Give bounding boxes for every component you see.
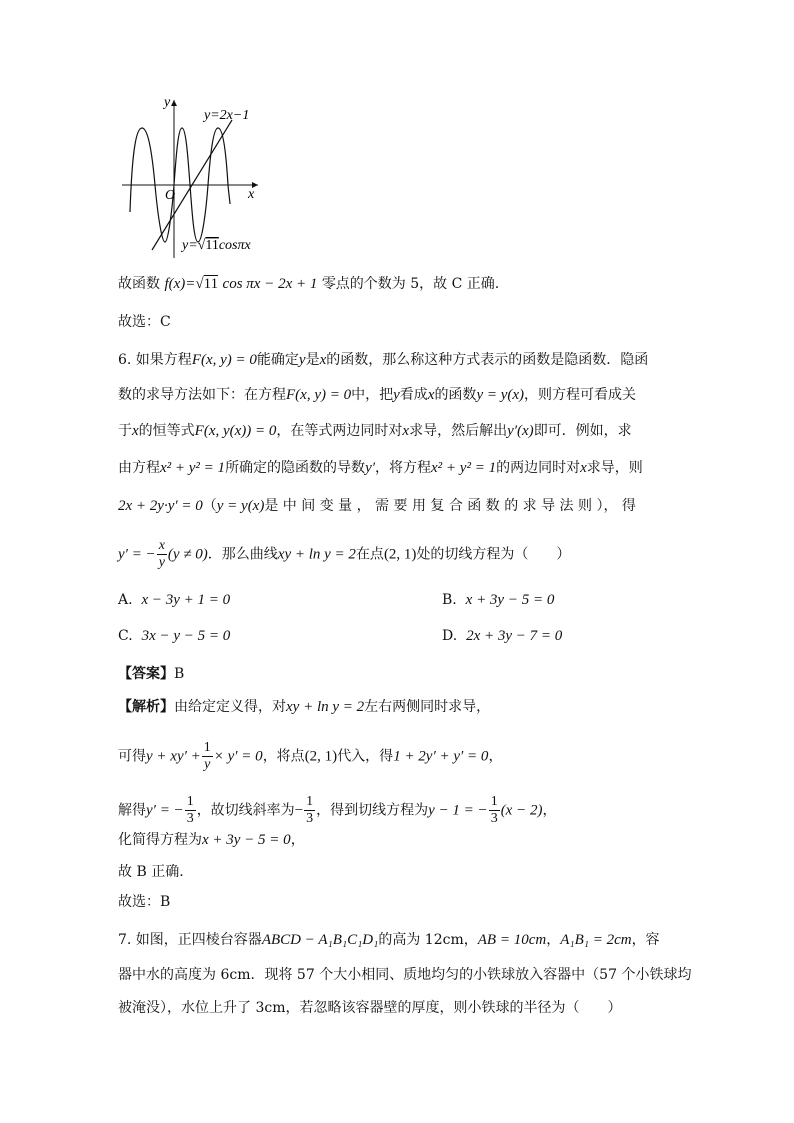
text: ，在等式两边同时对 — [276, 423, 403, 439]
q6-line-2 — [118, 385, 636, 405]
formula: x² + y² = 1 — [160, 460, 226, 476]
text: ， — [290, 832, 305, 848]
formula: y — [298, 352, 306, 368]
text: 的函数，那么称这种方式表示的函数是隐函数．隐函 — [326, 352, 649, 368]
fraction: $\frac{x}{y}$ — [158, 538, 165, 570]
text: 可得 — [118, 748, 146, 765]
text: 在点 — [355, 546, 384, 563]
text: 的两边同时对 — [496, 460, 581, 476]
text: 化简得方程为 — [118, 832, 202, 848]
text: 中，把 — [351, 387, 394, 403]
analysis-line-4 — [118, 830, 305, 850]
text: ．那么曲线 — [207, 546, 278, 563]
text: ， — [542, 802, 557, 819]
text: 由方程 — [118, 460, 160, 476]
text: 6. 如果方程 — [118, 352, 192, 368]
function-graph — [118, 92, 278, 262]
axis-y-label: y — [164, 95, 171, 110]
text: 求导，然后解出 — [409, 423, 508, 439]
text: ，容 — [631, 932, 660, 948]
formula: ABCD − A₁B₁C₁D₁ — [261, 932, 379, 948]
formula: y′ = − — [146, 802, 184, 819]
text: 求导，则 — [586, 460, 643, 476]
text: 能确定 — [256, 352, 299, 368]
text: ，则方程可看成关 — [524, 387, 637, 403]
q6-line-1 — [118, 350, 648, 370]
formula: x — [319, 352, 327, 368]
q6-line-4 — [118, 458, 643, 478]
formula: x — [402, 423, 410, 439]
line-label: y=2x−1 — [204, 108, 250, 123]
formula: (x − 2) — [500, 802, 543, 819]
q7-line-1 — [118, 930, 660, 950]
formula: y − 1 = − — [428, 802, 488, 819]
formula: y = y(x) — [476, 387, 525, 403]
q6-line-6 — [118, 538, 570, 571]
analysis-tag: 【解析】 — [118, 699, 174, 715]
answer-tag: 【答案】 — [118, 666, 174, 682]
formula: x + 3y − 5 = 0 — [202, 832, 291, 848]
formula: xy + ln y = 2 — [286, 699, 365, 715]
fraction: $\frac{1}{3}$ — [306, 794, 314, 826]
formula: − — [294, 802, 304, 819]
origin-label: O — [165, 188, 176, 203]
text: ，将点 — [262, 748, 305, 765]
formula: F(x, y) = 0 — [191, 352, 257, 368]
text: 的函数 — [434, 387, 477, 403]
analysis-line-1 — [118, 697, 490, 717]
text: ， — [488, 748, 503, 765]
formula: y — [393, 387, 400, 403]
formula: cos πx − 2x + 1 — [222, 276, 318, 292]
text: ，故切线斜率为 — [196, 802, 295, 819]
text: 即可．例如，求 — [533, 423, 632, 439]
formula: xy + ln y = 2 — [277, 546, 356, 563]
formula: y′(x) — [507, 423, 534, 439]
formula: × y′ = 0 — [213, 748, 263, 765]
text: ，将方程 — [375, 460, 432, 476]
option-text: x + 3y − 5 = 0 — [465, 592, 555, 608]
curve-label: y=√11cosπx — [182, 238, 251, 253]
q6-line-5 — [118, 496, 636, 516]
q7-line-3: 被淹没），水位上升了 3cm，若忽略该容器壁的厚度，则小铁球的半径为（ ） — [118, 1000, 622, 1016]
analysis-line-6: 故选：B — [118, 894, 171, 910]
text: 解得 — [118, 802, 146, 819]
formula: x — [132, 423, 139, 439]
formula: 2x + 2y·y′ = 0 — [118, 498, 203, 514]
text: 的恒等式 — [138, 423, 195, 439]
text: ，得到切线方程为 — [316, 802, 429, 819]
text: 是 中 间 变 量 ， 需 要 用 复 合 函 数 的 求 导 法 则 ）， 得 — [264, 498, 636, 514]
fraction: $\frac{1}{3}$ — [186, 794, 194, 826]
text: 零点的个数为 5，故 C 正确. — [321, 276, 500, 292]
sqrt: √11 — [195, 276, 219, 292]
text: 于 — [118, 423, 132, 439]
formula: y + xy′ + — [146, 748, 201, 765]
option-b — [442, 590, 554, 610]
option-text: 3x − y − 5 = 0 — [141, 628, 231, 644]
formula: (y ≠ 0) — [167, 546, 208, 563]
text: 代入，得 — [337, 748, 394, 765]
analysis-line-3 — [118, 794, 556, 827]
formula: f(x)= — [164, 276, 196, 292]
fraction: $\frac{1}{3}$ — [490, 794, 498, 826]
option-label: D. — [442, 628, 458, 644]
option-text: 2x + 3y − 7 = 0 — [466, 628, 563, 644]
zero-count-line — [118, 274, 499, 294]
formula: y′ = − — [118, 546, 156, 563]
text: 是 — [305, 352, 320, 368]
formula: x — [427, 387, 435, 403]
formula: y = y(x) — [216, 498, 265, 514]
text: 的高为 12cm， — [378, 932, 478, 948]
text: ， — [546, 932, 561, 948]
answer-value: B — [174, 666, 185, 682]
fraction: $\frac{1}{y}$ — [203, 740, 211, 772]
choose-c: 故选：C — [118, 314, 171, 330]
formula: 1 + 2y′ + y′ = 0 — [393, 748, 489, 765]
formula: y′ — [365, 460, 376, 476]
option-d — [442, 626, 562, 646]
option-text: x − 3y + 1 = 0 — [141, 592, 231, 608]
text: 看成 — [399, 387, 428, 403]
text: 所确定的隐函数的导数 — [225, 460, 366, 476]
formula: (2, 1) — [304, 748, 338, 765]
option-a — [118, 590, 230, 610]
formula: x² + y² = 1 — [431, 460, 497, 476]
formula: (2, 1) — [383, 546, 417, 563]
formula: A₁B₁ = 2cm — [560, 932, 632, 948]
text: 故函数 — [118, 276, 160, 292]
formula: F(x, y) = 0 — [286, 387, 352, 403]
text: 数的求导方法如下：在方程 — [118, 387, 286, 403]
option-c — [118, 626, 230, 646]
option-label: C. — [118, 628, 133, 644]
text: 由给定定义得，对 — [174, 699, 286, 715]
formula: F(x, y(x)) = 0 — [194, 423, 277, 439]
option-label: B. — [442, 592, 457, 608]
text: 左右两侧同时求导， — [364, 699, 491, 715]
option-label: A. — [118, 592, 133, 608]
analysis-line-5: 故 B 正确. — [118, 864, 184, 880]
text: 处的切线方程为（ ） — [416, 546, 571, 563]
text: （ — [202, 498, 217, 514]
answer-line — [118, 664, 184, 684]
q7-line-2: 器中水的高度为 6cm．现将 57 个大小相同、质地均匀的小铁球放入容器中（57 个小铁球均 — [118, 967, 692, 983]
analysis-line-2 — [118, 740, 502, 773]
text: 7. 如图，正四棱台容器 — [118, 932, 262, 948]
formula: x — [580, 460, 587, 476]
axis-x-label: x — [248, 187, 255, 202]
q6-line-3 — [118, 421, 632, 441]
formula: AB = 10cm — [477, 932, 547, 948]
